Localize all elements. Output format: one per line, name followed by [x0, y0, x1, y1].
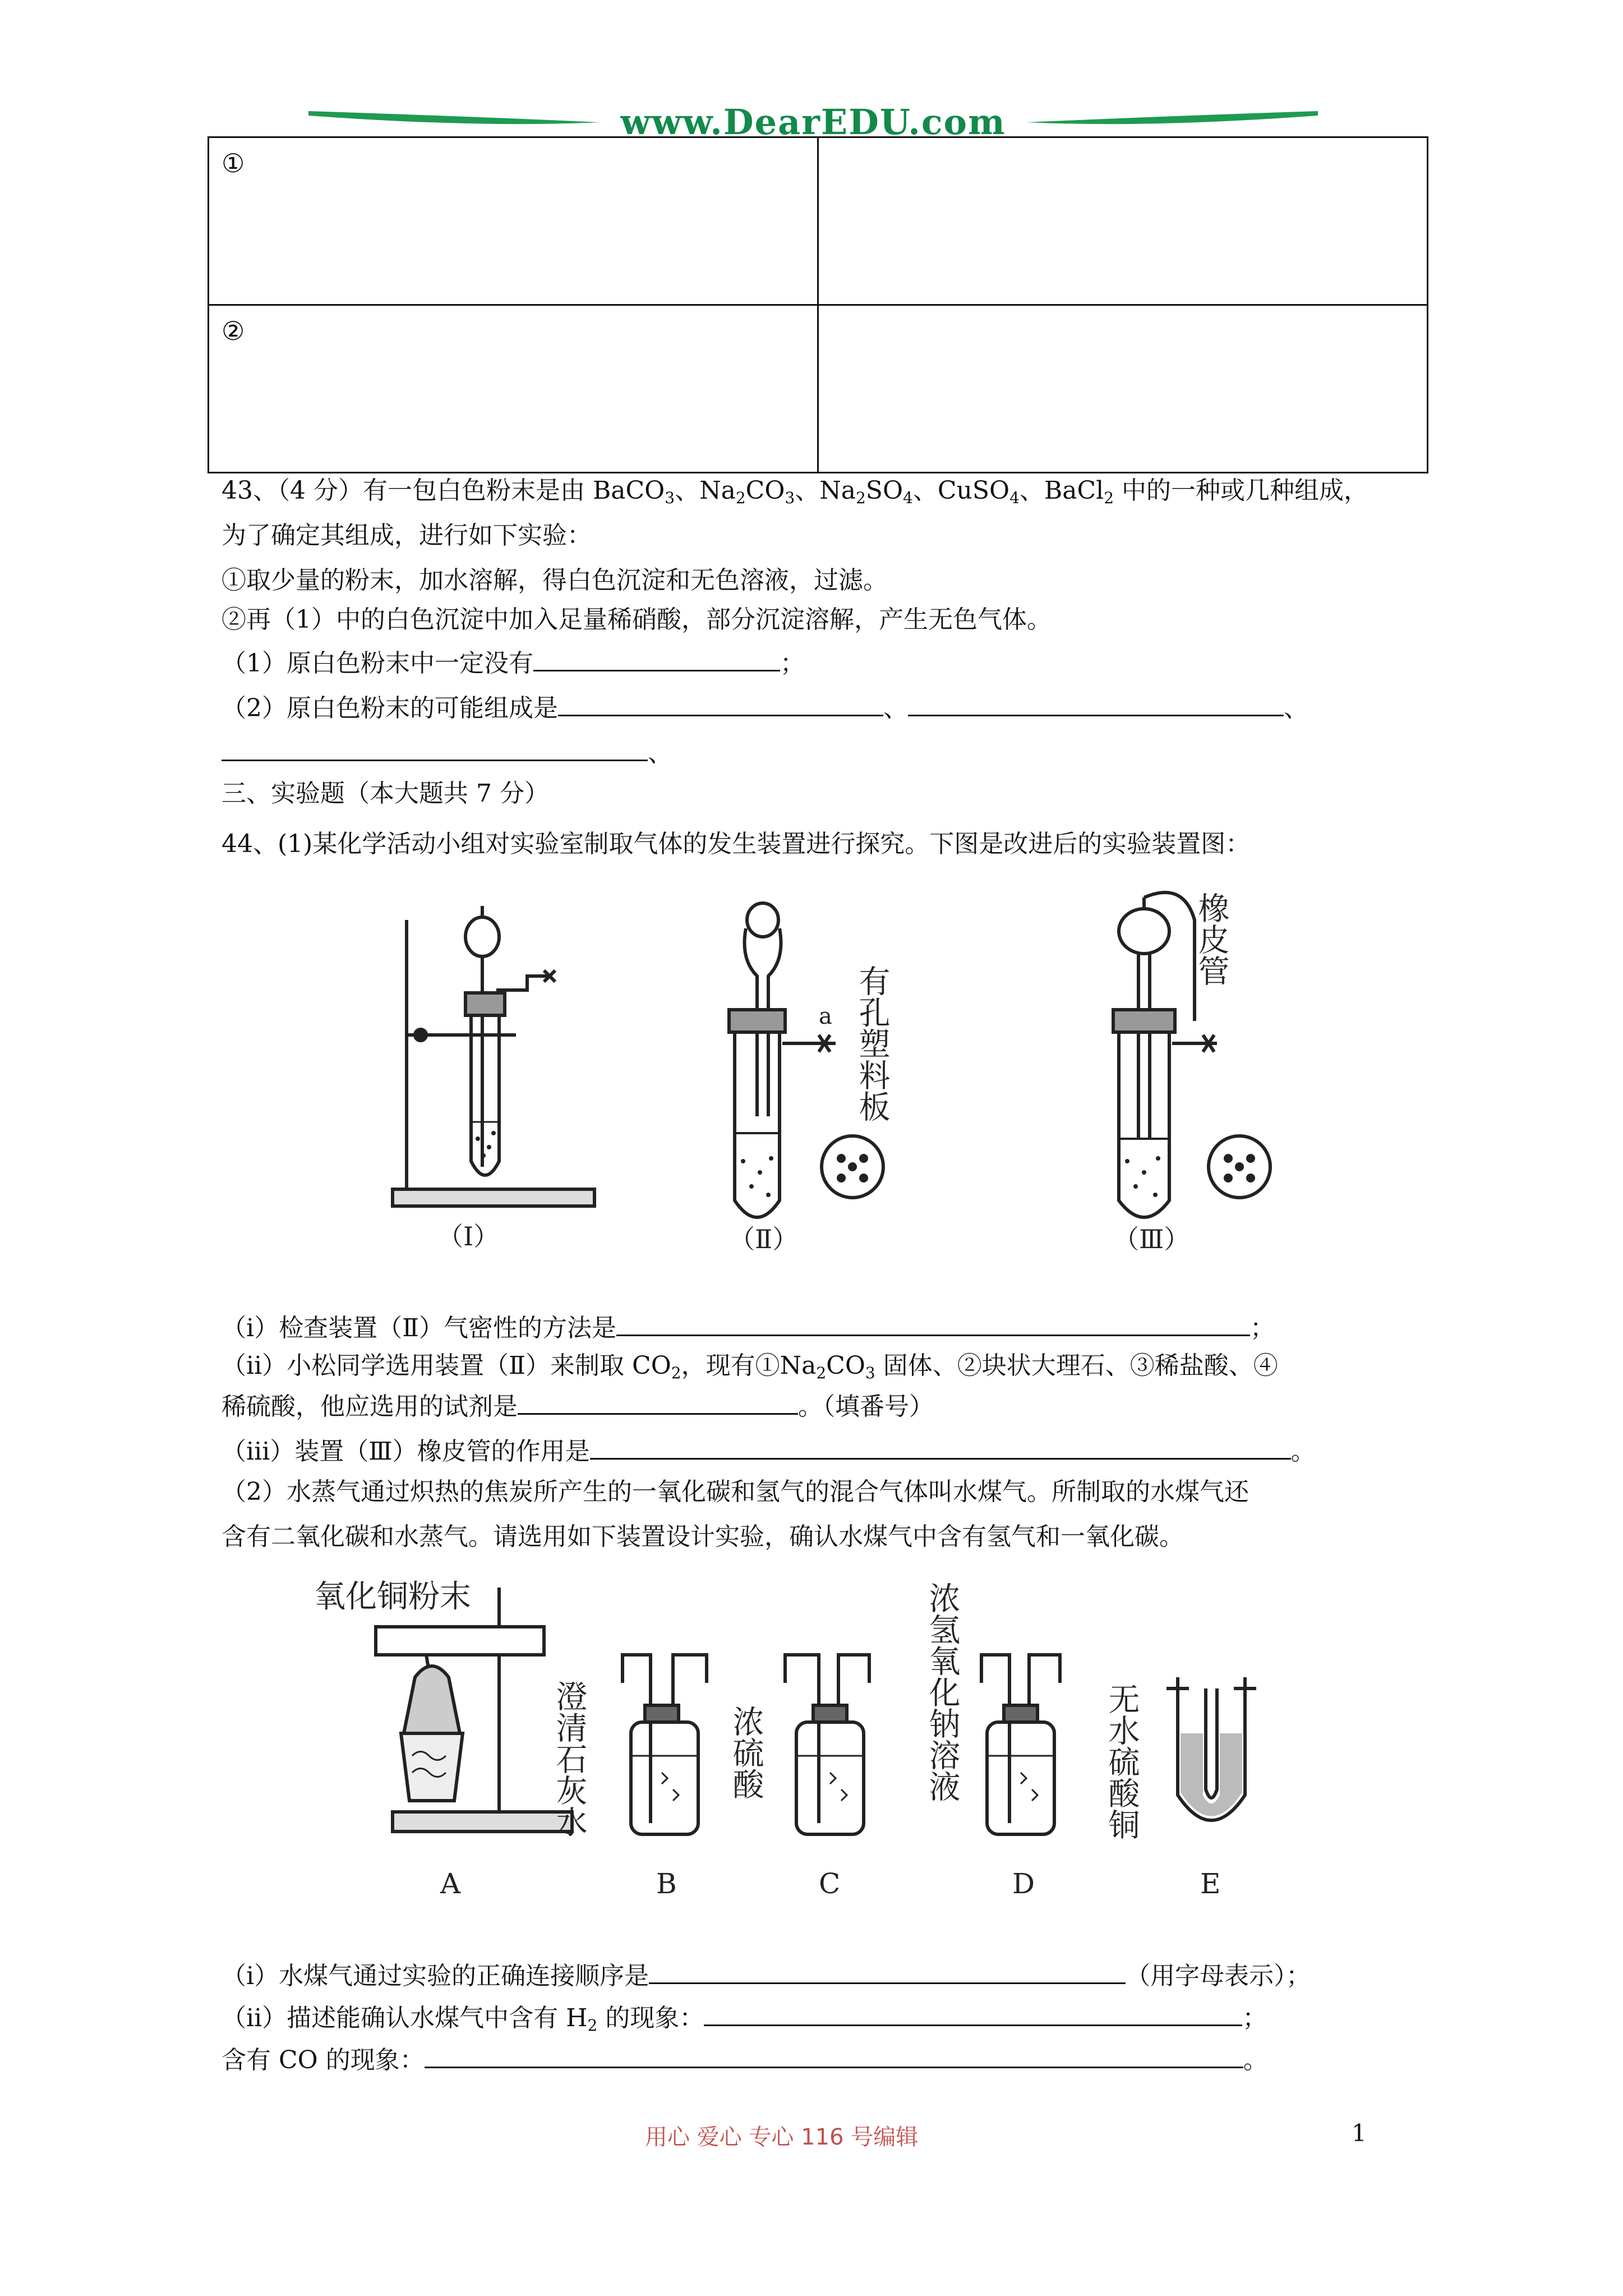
apparatus-I-label: （Ⅰ）	[437, 1221, 500, 1251]
q44-ii-line2	[222, 1388, 934, 1424]
q44-i-text: （ⅰ）检查装置（Ⅱ）气密性的方法是	[222, 1314, 616, 1342]
punct: ；	[1242, 2004, 1267, 2032]
site-url: www.DearEDU.com	[620, 102, 1006, 142]
answer-blank[interactable]	[704, 2000, 1242, 2026]
punct: ；	[780, 649, 805, 678]
apparatus-figure-2	[314, 1576, 1301, 1913]
label-C: C	[819, 1867, 841, 1900]
page-number: 1	[1352, 2119, 1367, 2147]
answer-blank[interactable]	[649, 1958, 1126, 1984]
punct: 、	[883, 694, 908, 723]
q43-q2-text: （2）原白色粉末的可能组成是	[222, 694, 558, 723]
apparatus-figure-1-drawing	[359, 875, 1279, 1268]
sub: 3	[785, 489, 795, 507]
footer-text: 用心 爱心 专心 116 号编辑	[645, 2124, 919, 2150]
q44-ii-text: 。（填番号）	[798, 1392, 934, 1421]
punct: 。	[1290, 1437, 1316, 1466]
apparatus-I	[393, 906, 594, 1206]
answer-table	[208, 136, 1428, 473]
q43-text: CO	[745, 476, 785, 505]
apparatus-A	[376, 1588, 572, 1832]
q44-ii-line1	[222, 1349, 1278, 1390]
C-label: 浓硫酸	[727, 1705, 764, 1800]
apparatus-II-label: （Ⅱ）	[729, 1224, 799, 1254]
q44-2-ii-text: （ⅱ）描述能确认水煤气中含有 H	[222, 2004, 588, 2032]
punct: 、	[1284, 694, 1308, 723]
label-A: A	[440, 1867, 461, 1900]
sub: 3	[865, 1364, 875, 1382]
answer-blank[interactable]	[222, 735, 648, 761]
sub: 2	[735, 489, 746, 507]
q44-2-i	[222, 1958, 1311, 1993]
q43-text: 、CuSO	[912, 476, 1010, 505]
q43-step1: ①取少量的粉末，加水溶解，得白色沉淀和无色溶液，过滤。	[222, 566, 888, 595]
sub: 2	[816, 1364, 827, 1382]
q43-text: 、Na	[675, 476, 736, 505]
q44-ii-text: 固体、②块状大理石、③稀盐酸、④	[875, 1351, 1278, 1380]
q43-line1	[222, 474, 1368, 515]
q44-2-i-text: （ⅰ）水煤气通过实验的正确连接顺序是	[222, 1962, 649, 1990]
apparatus-figure-2-drawing	[314, 1576, 1301, 1913]
E-label: 无水硫酸铜	[1103, 1683, 1140, 1840]
q43-step2: ②再（1）中的白色沉淀中加入足量稀硝酸，部分沉淀溶解，产生无色气体。	[222, 605, 1052, 634]
table-row	[209, 137, 1428, 305]
punct: （用字母表示）；	[1126, 1962, 1311, 1990]
q44-ii-text: ，现有①Na	[681, 1351, 817, 1380]
sub: 3	[665, 489, 675, 507]
apparatus-E	[1166, 1677, 1256, 1820]
sub: 2	[587, 2016, 598, 2035]
apparatus-C	[785, 1655, 869, 1834]
q43-q1-text: （1）原白色粉末中一定没有	[222, 649, 533, 678]
q43-text: 、BaCl	[1019, 476, 1104, 505]
answer-blank[interactable]	[518, 1388, 798, 1415]
apparatus-D	[981, 1655, 1060, 1834]
punct: 。	[1243, 2046, 1268, 2074]
answer-blank[interactable]	[425, 2042, 1243, 2068]
D-label: 浓氢氧化钠溶液	[924, 1582, 961, 1802]
apparatus-B	[623, 1655, 707, 1834]
sub: 2	[1104, 489, 1114, 507]
label-D: D	[1012, 1867, 1035, 1900]
punct: ；	[1249, 1314, 1275, 1342]
apparatus-III-label: （Ⅲ）	[1113, 1224, 1190, 1254]
q44-2-ii-text: 的现象：	[597, 2004, 704, 2032]
table-cell	[818, 305, 1428, 473]
q44-intro: 44、(1)某化学活动小组对实验室制取气体的发生装置进行探究。下图是改进后的实验装置图：	[222, 830, 1251, 858]
q44-p2-line2: 含有二氧化碳和水蒸气。请选用如下装置设计实验，确认水煤气中含有氢气和一氧化碳。	[222, 1522, 1184, 1551]
apparatus-figure-1	[359, 875, 1279, 1268]
q44-2-co	[222, 2042, 1268, 2077]
label-B: B	[656, 1867, 677, 1900]
apparatus-II-label-a: a	[819, 1004, 832, 1029]
q43-text: 中的一种或几种组成，	[1114, 476, 1369, 505]
sub: 4	[1009, 489, 1020, 507]
q43-text: 43、（4 分）有一包白色粉末是由 BaCO	[222, 476, 665, 505]
q43-text: 、Na	[795, 476, 856, 505]
q44-2-ii	[222, 2000, 1267, 2042]
apparatus-III	[1113, 892, 1270, 1217]
label-E: E	[1200, 1867, 1221, 1900]
cuo-label: 氧化铜粉末	[314, 1579, 471, 1615]
q43-line2: 为了确定其组成，进行如下实验：	[222, 521, 592, 550]
sub: 4	[903, 489, 913, 507]
answer-blank[interactable]	[590, 1433, 1291, 1460]
table-row	[209, 305, 1428, 473]
q43-q2	[222, 690, 1308, 725]
q44-i	[222, 1310, 1275, 1345]
answer-blank[interactable]	[908, 690, 1284, 716]
sub: 2	[671, 1364, 681, 1382]
plate-label: 有孔塑料板	[854, 965, 891, 1122]
q44-iii	[222, 1433, 1316, 1469]
q44-iii-text: （ⅲ）装置（Ⅲ）橡皮管的作用是	[222, 1437, 590, 1466]
q43-q2-cont	[222, 735, 672, 770]
q44-ii-text: 稀硫酸，他应选用的试剂是	[222, 1392, 518, 1421]
table-cell: ②	[209, 305, 818, 473]
tube-label: 橡皮管	[1193, 892, 1230, 986]
q43-q1	[222, 645, 805, 680]
answer-blank[interactable]	[616, 1310, 1250, 1336]
answer-blank[interactable]	[558, 690, 883, 716]
sub: 2	[855, 489, 866, 507]
table-cell: ①	[209, 137, 818, 305]
answer-blank[interactable]	[533, 645, 780, 671]
table-cell	[818, 137, 1428, 305]
section-title: 三、实验题（本大题共 7 分）	[222, 779, 549, 808]
punct: 、	[648, 739, 672, 767]
q44-ii-text: （ⅱ）小松同学选用装置（Ⅱ）来制取 CO	[222, 1351, 671, 1380]
q44-p2-line1: （2）水蒸气通过炽热的焦炭所产生的一氧化碳和氢气的混合气体叫水煤气。所制取的水煤气还	[222, 1478, 1249, 1506]
q44-2-co-text: 含有 CO 的现象：	[222, 2046, 425, 2074]
q44-ii-text: CO	[826, 1351, 865, 1380]
B-label: 澄清石灰水	[551, 1680, 588, 1837]
q43-text: SO	[865, 476, 903, 505]
